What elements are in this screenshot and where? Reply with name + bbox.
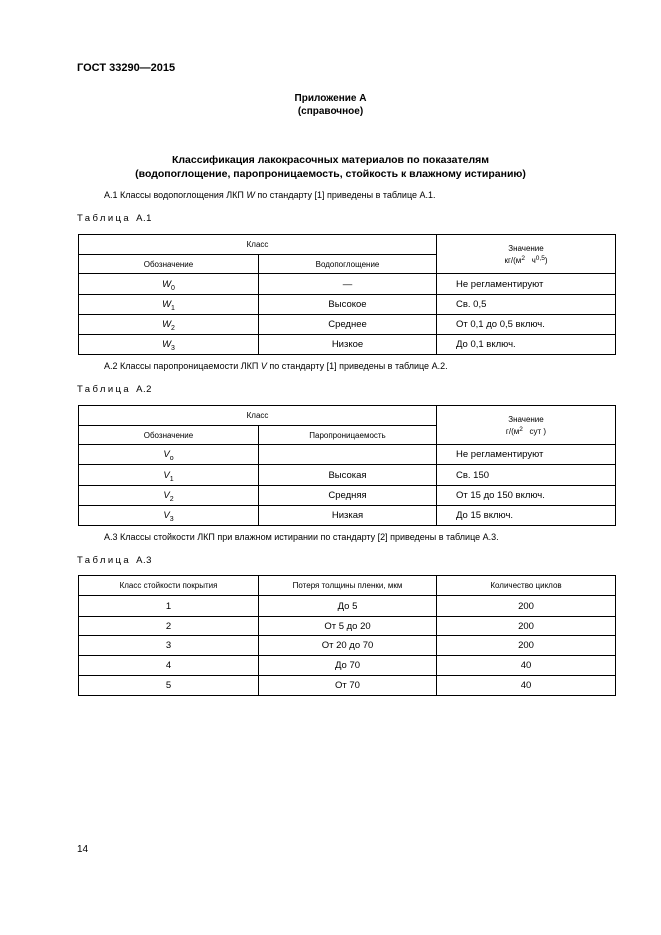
heading-line-1: Классификация лакокрасочных материалов по показателям xyxy=(171,154,490,166)
table-a1 xyxy=(78,234,616,355)
table-a3-header-cycles: Количество циклов xyxy=(437,576,616,596)
appendix-block xyxy=(0,92,661,118)
table-row: $W_2$ Среднее От 0,1 до 0,5 включ. xyxy=(79,315,616,335)
table-a2-header-class: Класс xyxy=(79,406,437,426)
table-a1-caption: Таблица А.1 xyxy=(77,213,152,224)
table-row: 3 От 20 до 70 200 xyxy=(79,636,616,656)
appendix-note: (справочное) xyxy=(297,106,364,117)
appendix-title: Приложение А xyxy=(294,93,367,104)
paragraph-a1: А.1 Классы водопоглощения ЛКП W по стандарту [1] приведены в таблице А.1. xyxy=(104,190,436,200)
table-a2-header-designation: Обозначение xyxy=(79,426,259,445)
table-a1-header-class: Класс xyxy=(79,235,437,255)
table-a2-caption: Таблица А.2 xyxy=(77,384,152,395)
table-a3-header-class: Класс стойкости покрытия xyxy=(79,576,259,596)
table-row: 5 От 70 40 xyxy=(79,676,616,696)
table-a2-header-value: Значение $г/(м^2$ сут ) xyxy=(437,406,616,445)
heading-line-2: (водопоглощение, паропроницаемость, стойкость к влажному истиранию) xyxy=(135,168,526,180)
table-row: $W_3$ Низкое До 0,1 включ. xyxy=(79,335,616,355)
table-a3-caption: Таблица А.3 xyxy=(77,555,152,566)
table-a3-header-loss: Потеря толщины пленки, мкм xyxy=(259,576,437,596)
table-a2 xyxy=(78,405,616,526)
table-row: 2 От 5 до 20 200 xyxy=(79,617,616,636)
table-a1-header-value: Значение $кг/(м^2$ $ч^{0,5}$) xyxy=(437,235,616,274)
table-a3 xyxy=(78,575,616,696)
table-row: 4 До 70 40 xyxy=(79,656,616,676)
table-row: $V_o$ Не регламентируют xyxy=(79,445,616,465)
table-row: $V_3$ Низкая До 15 включ. xyxy=(79,506,616,526)
section-heading xyxy=(0,153,661,181)
table-row: $W_0$ — Не регламентируют xyxy=(79,274,616,295)
table-row: $V_1$ Высокая Св. 150 xyxy=(79,465,616,486)
table-row: 1 До 5 200 xyxy=(79,596,616,617)
page-number: 14 xyxy=(77,844,89,855)
table-row: $W_1$ Высокое Св. 0,5 xyxy=(79,295,616,315)
table-a1-header-metric: Водопоглощение xyxy=(259,255,437,274)
table-a1-header-designation: Обозначение xyxy=(79,255,259,274)
paragraph-a2: А.2 Классы паропроницаемости ЛКП V по стандарту [1] приведены в таблице А.2. xyxy=(104,361,448,371)
paragraph-a3: А.3 Классы стойкости ЛКП при влажном истирании по стандарту [2] приведены в таблице А.3. xyxy=(104,532,499,542)
table-row: $V_2$ Средняя От 15 до 150 включ. xyxy=(79,486,616,506)
document-header: ГОСТ 33290—2015 xyxy=(77,62,176,74)
table-a2-header-metric: Паропроницаемость xyxy=(259,426,437,445)
